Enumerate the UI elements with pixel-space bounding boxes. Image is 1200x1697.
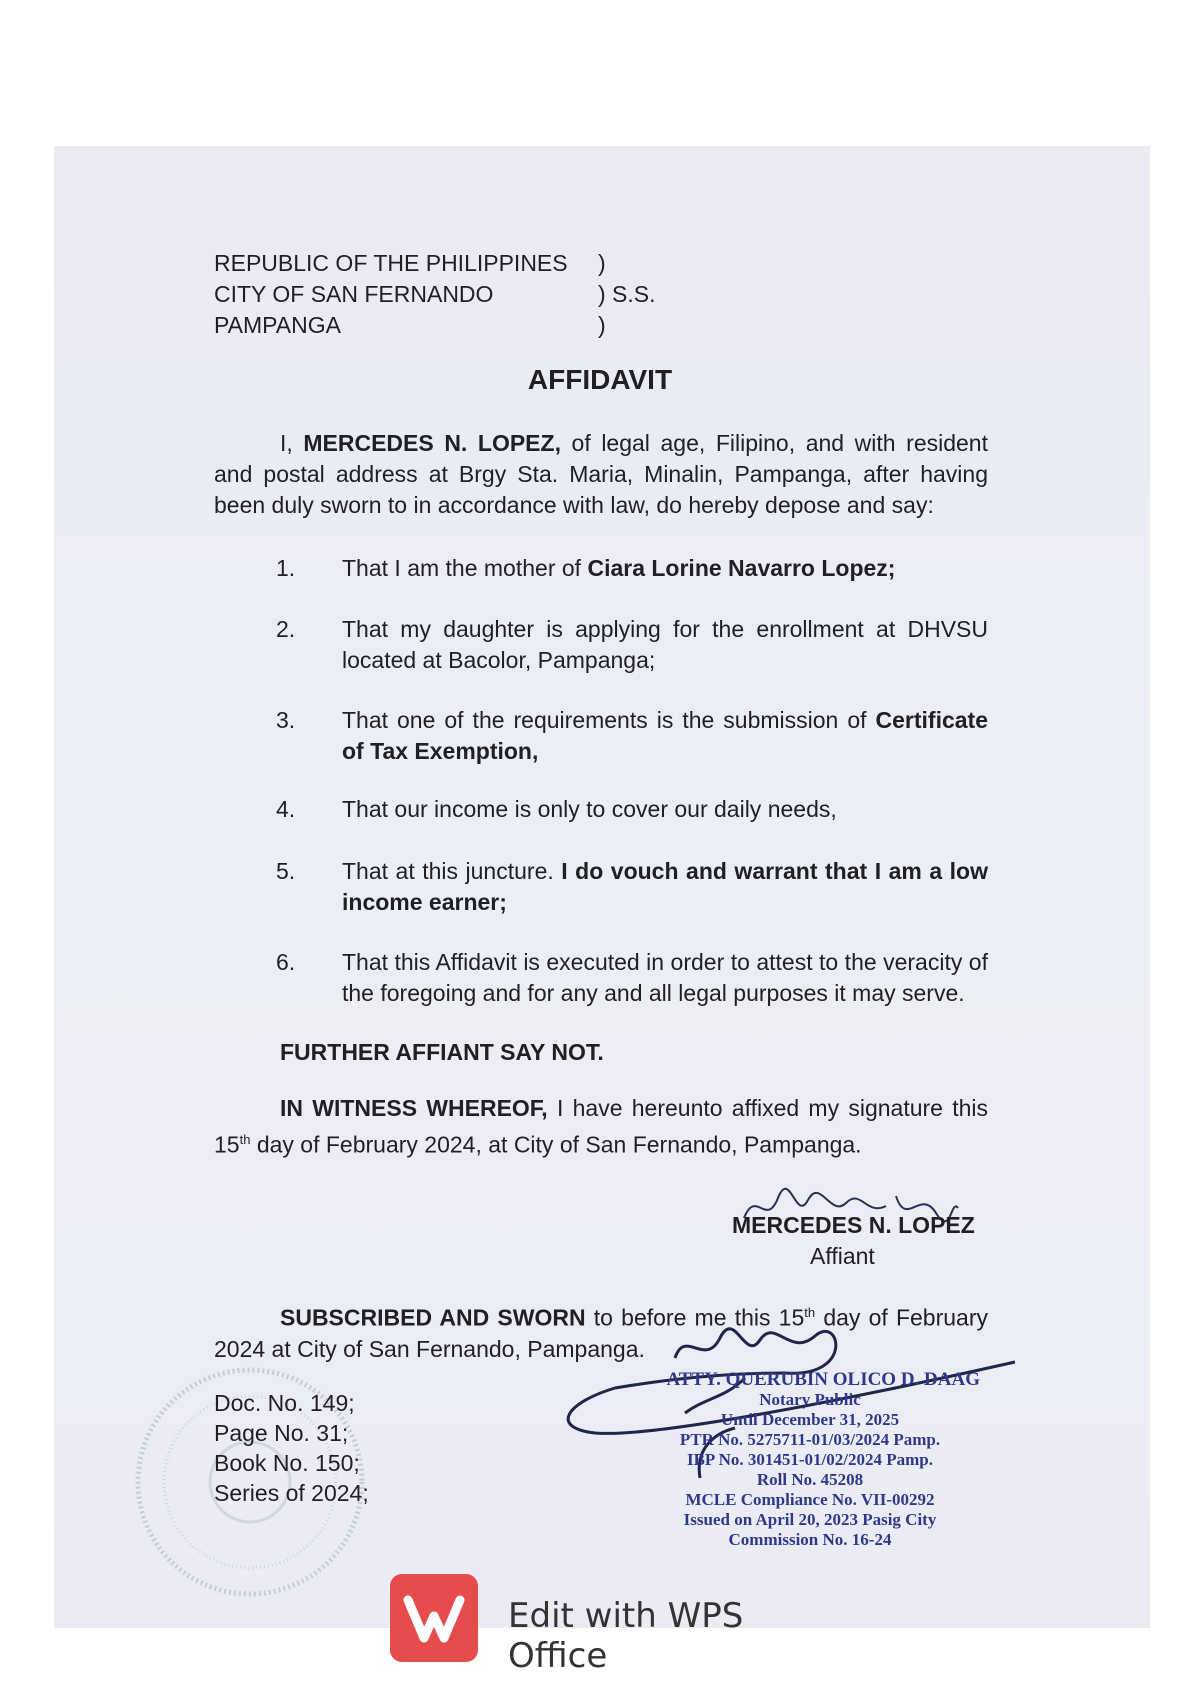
item-number: 2. [276,616,296,642]
paren-1: ) [598,250,606,276]
affiant-name-inline: MERCEDES N. LOPEZ, [303,430,561,456]
document-title: AFFIDAVIT [527,364,673,395]
list-item [214,614,988,676]
wps-logo-icon [390,1574,478,1662]
paren-3: ) [598,312,606,338]
paren-2: ) S.S. [598,281,656,307]
list-item [214,947,988,1009]
venue-line-2: CITY OF SAN FERNANDO [214,281,494,307]
doc-info [214,1388,369,1508]
item-bold: Certificate of Tax Exemption, [342,707,988,764]
notary-line: IBP No. 301451-01/02/2024 Pamp. [686,1450,934,1469]
intro-post: of legal age, Filipino, and with resident and postal address at Brgy Sta. Maria, Minalin, Pampanga, after having been duly sworn to in accordance with law, do hereby depose and say: [214,430,988,518]
venue-line-1: REPUBLIC OF THE PHILIPPINES [214,250,568,276]
item-text: That one of the requirements is the submission of [342,707,876,733]
sworn-post: day of February 2024 at City of San Fernando, Pampanga. [214,1304,988,1362]
item-number: 5. [276,858,296,884]
item-number: 4. [276,796,296,822]
doc-no: Doc. No. 149; [214,1390,355,1416]
item-text: That my daughter is applying for the enrollment at DHVSU located at Bacolor, Pampanga; [342,616,988,673]
item-number: 3. [276,707,296,733]
sworn-sup: th [804,1305,816,1320]
list-item [214,705,988,767]
list-item [214,856,988,918]
item-text: That our income is only to cover our daily needs, [342,796,837,822]
witness-pre: I have hereunto affixed my signature this 15 [214,1095,989,1158]
witness-post: day of February 2024, at City of San Fernando, Pampanga. [250,1131,862,1158]
notary-line: Notary Public [759,1390,861,1409]
item-text: That I am the mother of [342,555,588,581]
notary-line: Until December 31, 2025 [720,1410,900,1429]
notary-stamp [640,1370,980,1550]
item-text: That this Affidavit is executed in order to attest to the veracity of the foregoing and for any and all legal purposes it may serve. [342,949,988,1006]
witness-sup: th [239,1132,251,1147]
affiant-name: MERCEDES N. LOPEZ [732,1212,975,1238]
venue-line-3: PAMPANGA [214,312,341,338]
notary-name: ATTY. QUERUBIN OLICO D. DAAG [666,1369,980,1390]
witness-bold: IN WITNESS WHEREOF, [280,1095,548,1121]
wps-watermark[interactable] [390,1574,830,1676]
item-number: 1. [276,555,296,581]
venue-parens [598,248,656,341]
affiant-role: Affiant [810,1243,875,1269]
venue-header [214,248,568,341]
item-number: 6. [276,949,296,975]
notary-line: Issued on April 20, 2023 Pasig City [683,1510,937,1529]
list-item [214,794,988,825]
notary-line: Roll No. 45208 [756,1470,864,1489]
sworn-bold: SUBSCRIBED AND SWORN [280,1304,586,1331]
notary-line: Commission No. 16-24 [728,1530,892,1549]
witness-paragraph [214,1093,988,1161]
sworn-pre: to before me this 15 [585,1304,805,1331]
list-item [214,553,988,584]
item-bold: I do vouch and warrant that I am a low income earner; [342,858,988,915]
book-no: Book No. 150; [214,1450,360,1476]
item-bold: Ciara Lorine Navarro Lopez; [587,555,896,581]
intro-pre: I, [280,430,304,456]
notary-line: MCLE Compliance No. VII-00292 [685,1490,935,1509]
series: Series of 2024; [214,1480,369,1506]
item-text: That at this juncture. [342,858,562,884]
further-affiant: FURTHER AFFIANT SAY NOT. [280,1039,604,1065]
intro-paragraph [214,428,988,521]
wps-watermark-text: Edit with WPS Office [508,1596,744,1676]
page-no: Page No. 31; [214,1420,349,1446]
notary-line: PTR No. 5275711-01/03/2024 Pamp. [679,1430,941,1449]
